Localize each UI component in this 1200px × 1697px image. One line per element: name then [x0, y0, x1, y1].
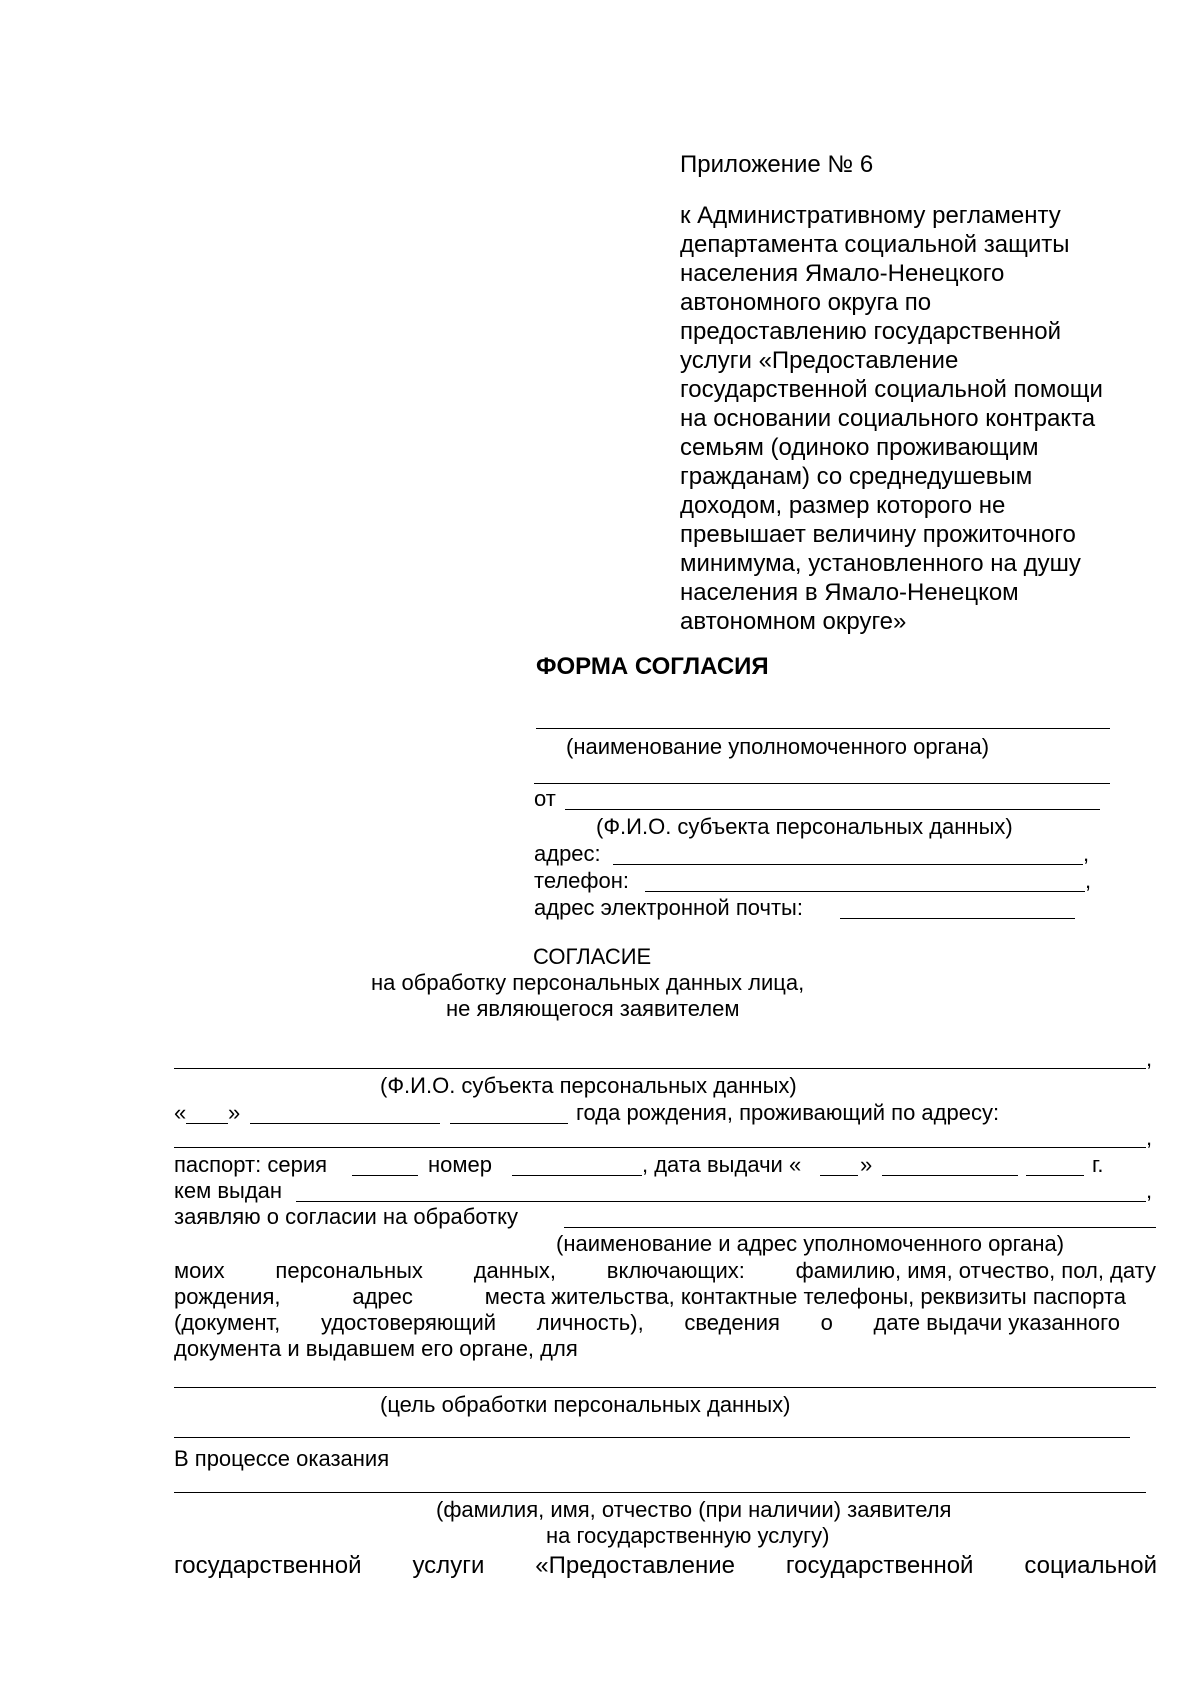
email-line: [840, 918, 1075, 919]
paragraph-line: (документ, удостоверяющий личность), сведения о дате выдачи указанного: [174, 1310, 1120, 1335]
birth-year-line: [450, 1123, 568, 1124]
passport-series-label: паспорт: серия: [174, 1152, 328, 1177]
appendix-line: предоставлению государственной: [680, 318, 1062, 345]
from-line: [565, 809, 1100, 810]
passport-number-label: номер: [428, 1152, 492, 1177]
purpose-caption: (цель обработки персональных данных): [380, 1392, 791, 1417]
applicant-caption: (фамилия, имя, отчество (при наличии) заявителя: [436, 1497, 952, 1522]
subject-fio-line: [174, 1068, 1146, 1069]
in-process-label: В процессе оказания: [174, 1446, 390, 1471]
purpose-line: [174, 1387, 1156, 1388]
issued-by-label: кем выдан: [174, 1178, 283, 1203]
sender-line-1: [534, 783, 1110, 784]
birth-text: года рождения, проживающий по адресу:: [576, 1100, 1000, 1125]
purpose-line-2: [174, 1437, 1130, 1438]
form-title: ФОРМА СОГЛАСИЯ: [536, 653, 769, 680]
appendix-line: автономного округа по: [680, 289, 932, 316]
issue-day-line: [820, 1175, 858, 1176]
paragraph-line: рождения, адрес места жительства, контактные телефоны, реквизиты паспорта: [174, 1284, 1126, 1309]
address-line: [613, 864, 1083, 865]
consent-to-label: заявляю о согласии на обработку: [174, 1204, 519, 1229]
applicant-line: [174, 1492, 1146, 1493]
issue-quote-close: »: [860, 1152, 873, 1177]
birth-quote-open: «: [174, 1100, 187, 1125]
from-label: от: [534, 786, 556, 811]
address-label: адрес:: [534, 841, 601, 866]
email-label: адрес электронной почты:: [534, 895, 803, 920]
consent-subtitle: не являющегося заявителем: [446, 996, 740, 1021]
issued-by-line: [296, 1201, 1146, 1202]
appendix-line: услуги «Предоставление: [680, 347, 959, 374]
year-suffix: г.: [1092, 1152, 1104, 1177]
issue-date-label: , дата выдачи «: [642, 1152, 802, 1177]
consent-organ-caption: (наименование и адрес уполномоченного органа): [556, 1231, 1065, 1256]
birth-quote-close: »: [228, 1100, 241, 1125]
birth-month-line: [250, 1123, 440, 1124]
phone-comma: ,: [1085, 868, 1092, 893]
consent-organ-line: [564, 1227, 1156, 1228]
phone-line: [645, 891, 1085, 892]
organ-name-line: [536, 728, 1110, 729]
fio-caption: (Ф.И.О. субъекта персональных данных): [380, 1073, 797, 1098]
appendix-line: государственной социальной помощи: [680, 376, 1103, 403]
appendix-line: семьям (одиноко проживающим: [680, 434, 1039, 461]
appendix-number: Приложение № 6: [680, 151, 874, 178]
appendix-line: автономном округе»: [680, 608, 907, 635]
birth-day-line: [186, 1123, 228, 1124]
consent-title: СОГЛАСИЕ: [533, 944, 652, 969]
organ-caption: (наименование уполномоченного органа): [566, 734, 990, 759]
issue-month-line: [882, 1175, 1018, 1176]
appendix-line: населения Ямало-Ненецкого: [680, 260, 1005, 287]
issued-by-comma: ,: [1146, 1178, 1153, 1203]
last-line: государственной услуги «Предоставление государственной социальной: [174, 1552, 1157, 1579]
residence-comma: ,: [1146, 1125, 1153, 1150]
appendix-block: [680, 150, 1160, 636]
appendix-line: департамента социальной защиты: [680, 231, 1070, 258]
applicant-caption: на государственную услугу): [546, 1523, 830, 1548]
residence-line: [174, 1147, 1146, 1148]
appendix-line: гражданам) со среднедушевым: [680, 463, 1033, 490]
appendix-line: к Административному регламенту: [680, 202, 1061, 229]
passport-number-line: [512, 1175, 642, 1176]
appendix-line: доходом, размер которого не: [680, 492, 1006, 519]
appendix-line: населения в Ямало-Ненецком: [680, 579, 1019, 606]
appendix-line: на основании социального контракта: [680, 405, 1096, 432]
paragraph-line: моих персональных данных, включающих: фамилию, имя, отчество, пол, дату: [174, 1258, 1156, 1283]
phone-label: телефон:: [534, 868, 630, 893]
address-comma: ,: [1083, 841, 1090, 866]
consent-paragraph: [174, 1258, 1156, 1362]
appendix-line: минимума, установленного на душу: [680, 550, 1081, 577]
appendix-line: превышает величину прожиточного: [680, 521, 1076, 548]
issue-year-line: [1026, 1175, 1084, 1176]
consent-subtitle: на обработку персональных данных лица,: [371, 970, 805, 995]
passport-series-line: [352, 1175, 418, 1176]
subject-caption: (Ф.И.О. субъекта персональных данных): [596, 814, 1013, 839]
paragraph-line: документа и выдавшем его органе, для: [174, 1336, 578, 1361]
fio-comma: ,: [1146, 1046, 1153, 1071]
